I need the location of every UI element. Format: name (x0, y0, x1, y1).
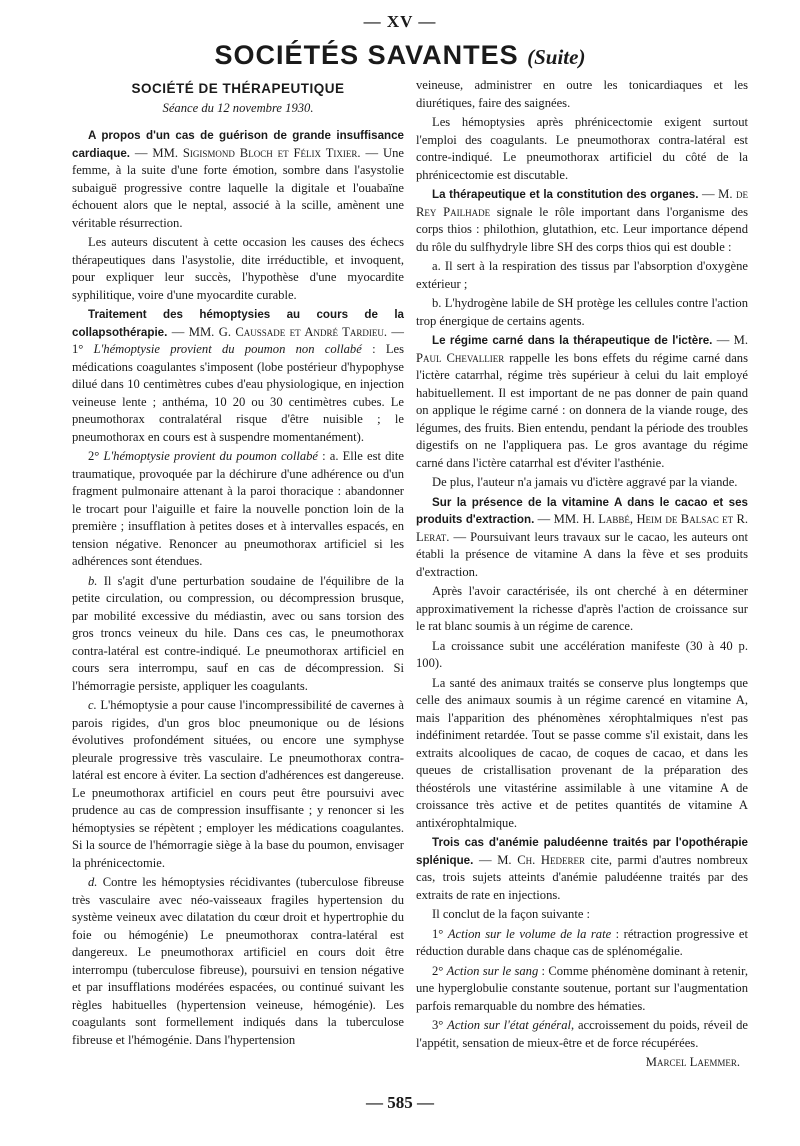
article-2-paragraph: d. Contre les hémoptysies récidivantes (tuberculose fibreuse très vasculaire avec néo-vaisseaux fragiles hypertension du système veineux avec dilatation du cœur droit et hypertrophie du foie ou hémogénie) Le pneumothorax contra-latéral est dangereux. Le pneumothorax artificiel en cours doit être interrompu (tuberculose fibreuse), poursuivi en tension négative et par insufflations modérées espacées, ou continué suivant les règles habituelles (hypertension veineuse, hémogénie). Les coagulants sont formellement indiqués dans la tuberculose fibreuse et l'hémogénie. Dans l'hypertension (72, 875, 405, 1047)
article-6-title: Trois cas d'anémie paludéenne traités par l'opothérapie splénique. (416, 836, 748, 867)
article-1-authors: Sigismond Bloch et Félix Tixier (182, 145, 358, 160)
article-3-intro: La thérapeutique et la constitution des organes. — M. de Rey Pailhade signale le rôle important dans l'organisme des corps thios : philothion, glutathion, etc. Leur importance dépend du rôle du sulfhydryle libre SH des corps thios qui est double : (416, 187, 749, 254)
article-5-paragraph: La santé des animaux traités se conserve plus longtemps que celle des animaux soumis à un régime carencé en vitamine A, mais l'apparition des phénomènes xérophtalmiques n'est pas indéfiniment retardée. Tout se passe comme s'il existait, dans les extraits alcooliques de cacao, de coques de cacao, et dans les queues de cristallisation provenant de la préparation des théostérols une vitastérine assimilable à une vitamine A de croissance très active et de petites quantités de vitamine A antixérophtalmique. (416, 675, 748, 830)
article-2-paragraph: b. Il s'agit d'une perturbation soudaine de l'équilibre de la petite circulation, ou compression, ou décompression brusque, par mobilité excessive du médiastin, avec ou sans torsion des gros troncs veineux du hile. Dans ces cas, le pneumothorax contra-latéral est contre-indiqué. Le pneumothorax artificiel en cours sera interrompu, sauf en cas de décompression. Si l'hémorragie persiste, appliquer les coagulants. (72, 573, 405, 693)
article-4-paragraph: De plus, l'auteur n'a jamais vu d'ictère aggravé par la viande. (432, 475, 738, 489)
article-1-intro: A propos d'un cas de guérison de grande insuffisance cardiaque. — MM. Sigismond Bloch et Félix Tixier. — Une femme, à la suite d'une forte émotion, sombre dans l'asystolie subaiguë progressive contre laquelle la digitale et l'ouabaïne échouent alors que le neptal, associé à la scille, amènent une véritable résurrection. (72, 129, 404, 230)
article-5-paragraph: Après l'avoir caractérisée, ils ont cherché à en déterminer approximativement la richesse d'après l'action de croissance sur le rat blanc soumis à un régime de carence. (416, 584, 748, 633)
header-suite: (Suite) (527, 45, 586, 69)
article-5-authors: H. Labbé, Heim de Balsac et R. Lerat (416, 512, 749, 544)
article-2-paragraph: c. L'hémoptysie a pour cause l'incompressibilité de cavernes à parois rigides, d'un gros bloc pneumonique ou de lésions évolutives profondément situées, ou encore une symphyse pleurale progressive très vasculaire. Le pneumothorax contra-latéral est encore à éviter. La section d'adhérences est dangereuse. Le pneumothorax artificiel en cours peut être poursuivi avec prudence au cas de compression insuffisante ; y renoncer si les hémoptysies se répètent ; employer les médications coagulantes. Si la source de l'hémorragie siège à la base du poumon, envisager la phrénicectomie. (72, 698, 404, 870)
article-6-intro: Trois cas d'anémie paludéenne traités par l'opothérapie splénique. — M. Ch. Hederer cite, parmi d'autres nombreux cas, trois sujets atteints d'anémie paludéenne traités par des extraits de rate en injections. (416, 836, 748, 902)
article-4-intro: Le régime carné dans la thérapeutique de l'ictère. — M. Paul Chevallier rappelle les bons effets du régime carné dans l'ictère catarrhal, régime très supérieur à celui du lait employé habituellement. Il est important de ne pas donner de pain quand on applique le régime carné : on donnera de la viande rouge, des légumes, des fruits. Bien entendu, pendant la période des troubles digestifs on ne l'appliquera pas. Le gros avantage du régime carné dans l'ictère catarrhal est d'éviter l'asthénie. (416, 333, 748, 470)
article-3-paragraph: b. L'hydrogène labile de SH protège les cellules contre l'action trop énergique de certains agents. (416, 296, 748, 328)
article-4-title: Le régime carné dans la thérapeutique de l'ictère. (432, 334, 713, 347)
left-column (72, 77, 404, 1051)
article-3-authors: de Rey Pailhade (416, 187, 748, 219)
running-page-number: — XV — (363, 12, 437, 31)
page-number: — 585 — (366, 1093, 434, 1112)
article-5-intro: Sur la présence de la vitamine A dans le cacao et ses produits d'extraction. — MM. H. Labbé, Heim de Balsac et R. Lerat. — Poursuivant leurs travaux sur le cacao, les auteurs ont établi la présence de vitamine A dans la fève et ses produits d'extraction. (416, 495, 749, 579)
right-column (416, 77, 748, 1074)
article-2-paragraph: 2° L'hémoptysie provient du poumon collabé : a. Elle est dite traumatique, provoquée par la déchirure d'une adhérence ou d'un fragment pulmonaire attenant à la paroi thoracique : abandonner le trocart pour l'aiguille et faire la nouvelle ponction loin de la première ; insufflation à petites doses et à intervalles espacés, en tension négative. Renoncer au pneumothorax artificiel si les adhérences sont étendues. (72, 449, 404, 568)
paragraph: Les hémoptysies après phrénicectomie exigent surtout l'emploi des coagulants. Le pneumothorax contra-latéral est contre-indiqué. Le pneumothorax artificiel du côté de la phrénicectomie est discutable. (416, 115, 748, 182)
article-1-paragraph: Les auteurs discutent à cette occasion les causes des échecs thérapeutiques dans l'asystolie, dite irréductible, et invoquent, pour expliquer leur succès, l'hypothèse d'une myocardite syphilitique, voire d'une myocardite curable. (72, 235, 404, 302)
article-5-paragraph: La croissance subit une accélération manifeste (30 à 40 p. 100). (416, 638, 748, 670)
article-2-title: Traitement des hémoptysies au cours de la collapsothérapie. (72, 308, 404, 339)
signature: Marcel Laemmer. (645, 1055, 740, 1069)
article-6-conclusion: 3° Action sur l'état général, accroissement du poids, réveil de l'appétit, sensation de mieux-être et de force récupérées. (416, 1018, 749, 1050)
article-4-authors: Paul Chevallier (416, 350, 505, 365)
article-3-title: La thérapeutique et la constitution des organes. (432, 188, 699, 201)
article-1-title: A propos d'un cas de guérison de grande insuffisance cardiaque. (72, 129, 404, 160)
session-date: Séance du 12 novembre 1930. (162, 100, 314, 115)
article-6-paragraph: Il conclut de la façon suivante : (432, 907, 591, 921)
header-title: SOCIÉTÉS SAVANTES (214, 40, 519, 70)
article-6-conclusion: 1° Action sur le volume de la rate : rétraction progressive et réduction durable dans chaque cas de splénomégalie. (416, 926, 748, 958)
article-6-authors: Ch. Hederer (517, 852, 586, 867)
article-5-title: Sur la présence de la vitamine A dans le cacao et ses produits d'extraction. (416, 495, 748, 526)
article-2-intro: Traitement des hémoptysies au cours de la collapsothérapie. — MM. G. Caussade et André Tardieu. — 1° L'hémoptysie provient du poumon non collabé : Les médications coagulantes s'imposent (lobe postérieur d'hypophyse dilué dans 10 centimètres cubes d'eau physiologique, en injection veineuse lente ; anthéma, 10 20 ou 30 centimètres cubes. Le pneumothorax contralatéral risque d'être nuisible ; le pneumothorax en cours est à suspendre momentanément). (72, 308, 405, 444)
page-header (0, 40, 800, 71)
article-6-conclusion: 2° Action sur le sang : Comme phénomène dominant à retenir, une hyperglobulie constante soutenue, portant sur l'augmentation parfois remarquable du nombre des hématies. (416, 963, 748, 1013)
article-3-paragraph: a. Il sert à la respiration des tissus par l'absorption d'oxygène extérieur ; (416, 259, 748, 291)
continued-paragraph: veineuse, administrer en outre les tonicardiaques et les diurétiques, faire des saignées. (416, 78, 748, 110)
society-title: SOCIÉTÉ DE THÉRAPEUTIQUE (131, 81, 345, 96)
article-2-authors: G. Caussade et André Tardieu (218, 324, 384, 339)
